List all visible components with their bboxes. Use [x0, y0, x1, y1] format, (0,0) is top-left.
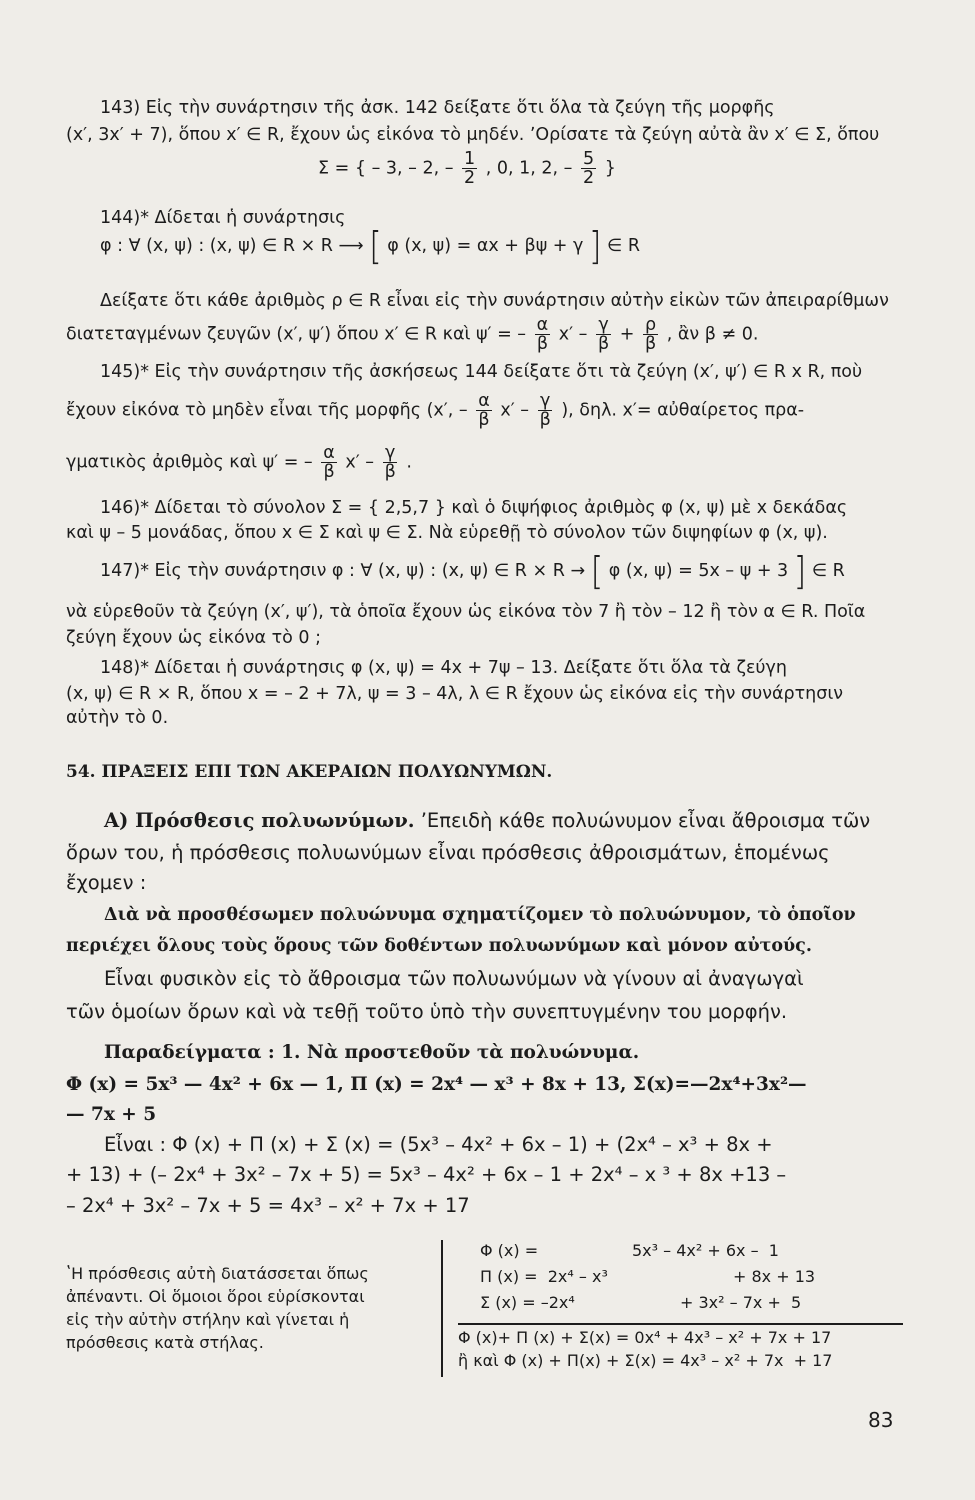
fn-rule: φ (x, ψ) = 5x – ψ + 3 — [608, 561, 789, 581]
frac-den: β — [478, 410, 490, 430]
ex147-line1 — [100, 548, 845, 594]
table-row-sum-simplified: ἢ καὶ Φ (x) + Π(x) + Σ(x) = 4x³ – x² + 7x + 17 — [458, 1351, 833, 1370]
example-polynomials: Φ (x) = 5x³ — 4x² + 6x — 1, Π (x) = 2x⁴ — x³ + 8x + 13, Σ(x)=—2x⁴+3x²— — [66, 1074, 807, 1095]
text: x′ – — [500, 400, 529, 421]
ex147-line3: ζεύγη ἔχουν ὡς εἰκόνα τὸ 0 ; — [66, 628, 322, 648]
sum-line3: – 2x⁴ + 3x² – 7x + 5 = 4x³ – x² + 7x + 17 — [66, 1194, 470, 1217]
ex144-line3: Δείξατε ὅτι κάθε ἀριθμὸς ρ ∈ R εἶναι εἰς τὴν συνάρτησιν αὐτὴν εἰκὼν τῶν ἀπειραρίθμων — [100, 291, 889, 311]
fraction-alpha-beta — [535, 316, 551, 353]
frac-num: ρ — [645, 315, 657, 335]
fn-codomain: ∈ R — [607, 236, 640, 256]
page-number: 83 — [868, 1408, 894, 1432]
ex144-function — [100, 223, 640, 269]
text: x′ – — [345, 452, 375, 473]
ex143-line2: (x′, 3x′ + 7), ὅπου x′ ∈ R, ἔχουν ὡς εἰκόνα τὸ μηδέν. ʼΟρίσατε τὰ ζεύγη αὐτὰ ἂν x′ ∈ Σ, ὅπου — [66, 125, 880, 145]
natural-line2: τῶν ὁμοίων ὅρων καὶ νὰ τεθῇ τοῦτο ὑπὸ τὴν συνεπτυγμένην του μορφήν. — [66, 1000, 788, 1023]
ex144-line1: 144)* Δίδεται ἡ συνάρτησις — [100, 208, 346, 228]
text: ʼΕπειδὴ κάθε πολυώνυμον εἶναι ἄθροισμα τῶν — [414, 809, 871, 832]
sum-line2: + 13) + (– 2x⁴ + 3x² – 7x + 5) = 5x³ – 4x² + 6x – 1 + 2x⁴ – x ³ + 8x +13 – — [66, 1163, 787, 1186]
note-line2: ἀπέναντι. Οἱ ὅμοιοι ὅροι εὑρίσκονται — [66, 1287, 365, 1306]
ex143-line1: 143) Εἰς τὴν συνάρτησιν τῆς ἀσκ. 142 δείξατε ὅτι ὅλα τὰ ζεύγη τῆς μορφῆς — [100, 98, 775, 118]
para-a-line3: ἔχομεν : — [66, 871, 147, 894]
fraction-gamma-beta — [383, 444, 398, 481]
text: ), δηλ. x′= αὐθαίρετος πρα- — [561, 400, 805, 421]
ex145-line3 — [66, 444, 412, 481]
fraction-gamma-beta — [596, 316, 611, 353]
fraction-five-half — [581, 150, 596, 187]
frac-den: β — [323, 462, 335, 482]
examples-title: Παραδείγματα : 1. Νὰ προστεθοῦν τὰ πολυώνυμα. — [104, 1042, 640, 1063]
fn-rule: φ (x, ψ) = αx + βψ + γ — [387, 236, 584, 256]
frac-den: β — [539, 410, 551, 430]
table-row-pi-terms: + 8x + 13 — [733, 1267, 816, 1286]
frac-num: γ — [598, 315, 609, 335]
frac-num: γ — [385, 443, 396, 463]
text: x′ – — [558, 324, 588, 345]
frac-den: β — [384, 462, 396, 482]
fraction-half — [462, 150, 477, 187]
ex143-set — [318, 150, 616, 187]
frac-den: 2 — [583, 168, 595, 188]
note-line3: εἰς τὴν αὐτὴν στήλην καὶ γίνεται ἡ — [66, 1310, 350, 1329]
table-vertical-rule — [441, 1240, 443, 1377]
ex148-line3: αὐτὴν τὸ 0. — [66, 708, 169, 728]
ex146-line2: καὶ ψ – 5 μονάδας, ὅπου x ∈ Σ καὶ ψ ∈ Σ. Νὰ εὑρεθῇ τὸ σύνολον τῶν διψηφίων φ (x, ψ). — [66, 523, 828, 543]
bracket-close-icon: ] — [588, 223, 602, 269]
ex147-line2: νὰ εὑρεθοῦν τὰ ζεύγη (x′, ψ′), τὰ ὁποῖα ἔχουν ὡς εἰκόνα τὸν 7 ἢ τὸν – 12 ἢ τὸν α ∈ R. Ποῖα — [66, 602, 866, 622]
text: 147)* Εἰς τὴν συνάρτησιν φ : ∀ (x, ψ) : (x, ψ) ∈ R × R → — [100, 561, 586, 581]
frac-num: α — [478, 391, 490, 411]
ex148-line1: 148)* Δίδεται ἡ συνάρτησις φ (x, ψ) = 4x + 7ψ – 13. Δείξατε ὅτι ὅλα τὰ ζεύγη — [100, 658, 788, 678]
ex144-line4 — [66, 316, 758, 353]
frac-den: β — [644, 334, 657, 354]
rule-line2: περιέχει ὅλους τοὺς ὅρους τῶν δοθέντων πολυωνύμων καὶ μόνον αὐτούς. — [66, 936, 812, 956]
bracket-close-icon: ] — [793, 548, 807, 594]
rule-line1: Διὰ νὰ προσθέσωμεν πολυώνυμα σχηματίζομεν τὸ πολυώνυμον, τὸ ὁποῖον — [104, 905, 856, 925]
fraction-alpha-beta — [321, 444, 337, 481]
table-row-sigma-terms: + 3x² – 7x + 5 — [680, 1293, 802, 1312]
text: ∈ R — [811, 561, 845, 581]
set-items: – 3, – 2, – — [371, 158, 454, 179]
para-a-line1 — [104, 808, 870, 834]
note-line1: ʽΗ πρόσθεσις αὐτὴ διατάσσεται ὅπως — [66, 1264, 369, 1283]
fraction-rho-beta — [643, 316, 658, 353]
para-a-title: Α) Πρόσθεσις πολυωνύμων. — [104, 809, 415, 832]
example-polynomials-cont: — 7x + 5 — [66, 1104, 157, 1125]
section-heading: 54. ΠΡΑΞΕΙΣ ΕΠΙ ΤΩΝ ΑΚΕΡΑΙΩΝ ΠΟΛΥΩΝΥΜΩΝ. — [66, 762, 553, 782]
text: διατεταγμένων ζευγῶν (x′, ψ′) ὅπου x′ ∈ R καὶ ψ′ = – — [66, 324, 527, 345]
fn-domain: φ : ∀ (x, ψ) : (x, ψ) ∈ R × R ⟶ — [100, 236, 364, 256]
set-open: Σ = { — [318, 158, 366, 179]
set-items-mid: , 0, 1, 2, – — [485, 158, 573, 179]
note-line4: πρόσθεσις κατὰ στήλας. — [66, 1333, 264, 1352]
table-row-phi-terms: 5x³ – 4x² + 6x – 1 — [632, 1241, 779, 1260]
frac-den: 2 — [464, 168, 476, 188]
frac-den: β — [597, 334, 610, 354]
ex145-line2 — [66, 392, 804, 429]
text: ἔχουν εἰκόνα τὸ μηδὲν εἶναι τῆς μορφῆς (x′, – — [66, 400, 468, 421]
text: + — [619, 324, 635, 345]
para-a-line2: ὅρων του, ἡ πρόσθεσις πολυωνύμων εἶναι πρόσθεσις ἀθροισμάτων, ἑπομένως — [66, 841, 830, 864]
frac-num: 5 — [583, 149, 595, 169]
table-row-pi-label: Π (x) = 2x⁴ – x³ — [480, 1267, 608, 1286]
bracket-open-icon: [ — [590, 548, 604, 594]
natural-line1: Εἶναι φυσικὸν εἰς τὸ ἄθροισμα τῶν πολυωνύμων νὰ γίνουν αἱ ἀναγωγαὶ — [104, 967, 804, 990]
frac-den: β — [536, 334, 548, 354]
frac-num: 1 — [464, 149, 476, 169]
text: , ἂν β ≠ 0. — [666, 324, 759, 345]
set-close: } — [604, 158, 616, 179]
table-row-phi-label: Φ (x) = — [480, 1241, 539, 1260]
fraction-alpha-beta — [476, 392, 492, 429]
fraction-gamma-beta — [538, 392, 553, 429]
table-sum-rule — [458, 1323, 903, 1325]
frac-num: γ — [539, 391, 551, 411]
table-row-sigma-label: Σ (x) = –2x⁴ — [480, 1293, 575, 1312]
frac-num: α — [536, 315, 549, 335]
frac-num: α — [323, 443, 335, 463]
ex145-line1: 145)* Εἰς τὴν συνάρτησιν τῆς ἀσκήσεως 144 δείξατε ὅτι τὰ ζεύγη (x′, ψ′) ∈ R x R, ποὺ — [100, 362, 863, 382]
bracket-open-icon: [ — [369, 223, 382, 269]
sum-line1: Εἶναι : Φ (x) + Π (x) + Σ (x) = (5x³ – 4x² + 6x – 1) + (2x⁴ – x³ + 8x + — [104, 1133, 773, 1156]
table-row-sum: Φ (x)+ Π (x) + Σ(x) = 0x⁴ + 4x³ – x² + 7x + 17 — [458, 1328, 832, 1347]
ex148-line2: (x, ψ) ∈ R × R, ὅπου x = – 2 + 7λ, ψ = 3 – 4λ, λ ∈ R ἔχουν ὡς εἰκόνα εἰς τὴν συνάρτησιν — [66, 684, 844, 704]
ex146-line1: 146)* Δίδεται τὸ σύνολον Σ = { 2,5,7 } καὶ ὁ διψήφιος ἀριθμὸς φ (x, ψ) μὲ x δεκάδας — [100, 498, 848, 518]
text: . — [406, 452, 412, 473]
text: γματικὸς ἀριθμὸς καὶ ψ′ = – — [66, 452, 313, 473]
